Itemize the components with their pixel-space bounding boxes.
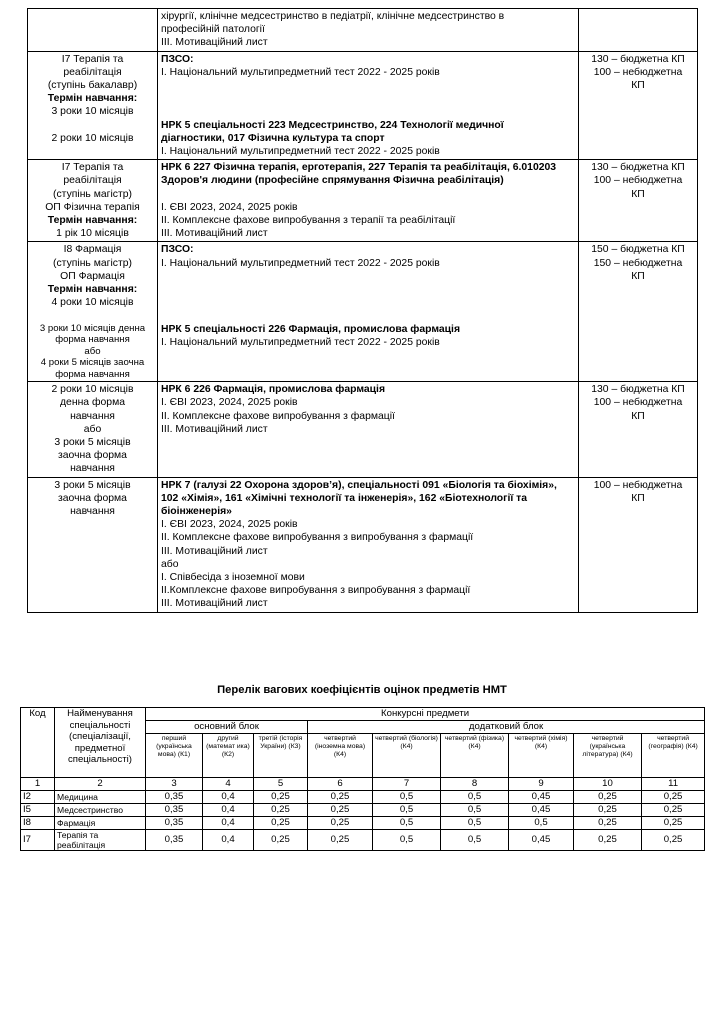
text-line: заочна форма [58, 492, 127, 504]
text-line: НРК 6 226 Фармація, промислова фармація [161, 384, 386, 396]
coefficient-value: 0,25 [308, 803, 373, 816]
table-row [28, 51, 698, 160]
coefficient-value: 0,25 [308, 829, 373, 850]
text-line: ІІІ. Мотиваційний лист [161, 545, 268, 557]
text-line: Здоров'я людини (професійне спрямування Фізична реабілітація) [161, 175, 504, 187]
coef-head-name: Найменування спеціальності (спеціалізації, предметної спеціальності) [55, 708, 146, 778]
specialty-name: Фармація [55, 816, 146, 829]
text-line [161, 270, 575, 283]
text-line: (ступінь бакалавр) [47, 80, 138, 92]
subject-header: четвертий (хімія) (К4) [509, 734, 574, 778]
requirements-cell [158, 242, 579, 382]
text-line: КП [631, 410, 645, 422]
text-line: І. Співбесіда з іноземної мови [161, 572, 305, 584]
text-line: навчання [70, 506, 115, 517]
text-line: І7 Терапія та [61, 53, 124, 65]
column-number: 7 [373, 778, 441, 791]
text-line: І. ЄВІ 2023, 2024, 2025 років [161, 519, 298, 531]
specialty-cell [28, 477, 158, 612]
text-line: ІІІ. Мотиваційний лист [161, 37, 268, 49]
text-line: І8 Фармація [63, 244, 122, 256]
coefficient-value: 0,25 [574, 790, 642, 803]
text-line: І. Національний мультипредметний тест 2022 - 2025 років [161, 66, 440, 78]
column-number: 3 [146, 778, 203, 791]
text-line: ІІІ. Мотиваційний лист [161, 598, 268, 610]
requirements-cell [158, 477, 579, 612]
text-line: ІІ. Комплексне фахове випробування з фармації [161, 410, 395, 422]
specialty-code: І7 [21, 829, 55, 850]
coefficient-value: 0,25 [254, 803, 308, 816]
text-line: ІІ. Комплексне фахове випробування з випробування з фармації [161, 532, 474, 544]
text-line [161, 105, 575, 118]
text-line: 130 – бюджетна КП [591, 162, 685, 174]
column-number: 2 [55, 778, 146, 791]
table-row [28, 242, 698, 382]
text-line: І. ЄВІ 2023, 2024, 2025 років [161, 201, 298, 213]
column-number: 11 [642, 778, 705, 791]
text-line [161, 283, 575, 296]
quota-cell [579, 160, 698, 242]
coefficient-value: 0,35 [146, 816, 203, 829]
quota-cell [579, 242, 698, 382]
coefficient-value: 0,35 [146, 803, 203, 816]
text-line [161, 79, 575, 92]
text-line: 4 роки 5 місяців заочна [40, 357, 145, 369]
coefficient-value: 0,4 [203, 816, 254, 829]
text-line: або [161, 558, 179, 570]
column-number: 5 [254, 778, 308, 791]
text-line: 3 роки 5 місяців [54, 479, 131, 491]
column-number: 1 [21, 778, 55, 791]
text-line: 130 – бюджетна КП [591, 53, 685, 65]
table-row [28, 477, 698, 612]
specialty-name: Медсестринство [55, 803, 146, 816]
specialty-name: Медицина [55, 790, 146, 803]
coefficient-value: 0,25 [254, 816, 308, 829]
column-number: 6 [308, 778, 373, 791]
quota-cell [579, 477, 698, 612]
text-line: НРК 6 227 Фізична терапія, ерготерапія, 227 Терапія та реабілітація, 6.010203 [161, 162, 557, 174]
coefficient-value: 0,25 [642, 829, 705, 850]
text-line: ОП Фармація [60, 270, 125, 282]
text-line: реабілітація [63, 175, 122, 187]
text-line: КП [631, 188, 645, 200]
coefficient-value: 0,4 [203, 790, 254, 803]
specialty-cell [28, 51, 158, 160]
coefficient-value: 0,25 [308, 816, 373, 829]
text-line: Термін навчання: [47, 215, 138, 227]
text-line [31, 119, 154, 132]
text-line: ПЗСО: [161, 53, 194, 65]
coefficient-value: 0,45 [509, 803, 574, 816]
coefficient-row [21, 790, 705, 803]
specialty-cell [28, 9, 158, 52]
subject-header: четвертий (українська література) (К4) [574, 734, 642, 778]
text-line: НРК 7 (галузі 22 Охорона здоров’я), спеціальності 091 «Біологія та біохімія», [161, 479, 557, 491]
coefficient-value: 0,5 [373, 829, 441, 850]
subject-header: четвертий (біологія) (К4) [373, 734, 441, 778]
coefficient-value: 0,25 [642, 803, 705, 816]
quota-cell [579, 382, 698, 477]
text-line [161, 92, 575, 105]
text-line: 150 – небюджетна [593, 257, 683, 269]
specialty-cell [28, 242, 158, 382]
text-line: 150 – бюджетна КП [591, 244, 685, 256]
text-line: І. Національний мультипредметний тест 2022 - 2025 років [161, 257, 440, 269]
text-line: реабілітація [63, 66, 122, 78]
text-line: заочна форма [58, 450, 127, 462]
text-line: 4 роки 10 місяців [51, 297, 134, 309]
requirements-cell [158, 382, 579, 477]
text-line: НРК 5 спеціальності 223 Медсестринство, 224 Технології медичної [161, 119, 504, 131]
coefficient-value: 0,35 [146, 829, 203, 850]
coefficient-value: 0,35 [146, 790, 203, 803]
coefficient-value: 0,25 [574, 816, 642, 829]
text-line: 2 роки 10 місяців [51, 132, 134, 144]
text-line: 3 роки 5 місяців [54, 436, 131, 448]
coef-head-code: Код [21, 708, 55, 778]
coefficient-value: 0,5 [441, 829, 509, 850]
text-line: форма навчання [55, 334, 130, 346]
text-line: 1 рік 10 місяців [56, 228, 129, 240]
text-line: біоінженерія» [161, 506, 232, 517]
text-line: 102 «Хімія», 161 «Хімічні технології та інженерія», 162 «Біотехнології та [161, 492, 528, 504]
coefficient-row [21, 803, 705, 816]
text-line: КП [631, 80, 645, 92]
quota-cell [579, 51, 698, 160]
text-line: І7 Терапія та [61, 162, 124, 174]
quota-cell [579, 9, 698, 52]
coefficient-row [21, 829, 705, 850]
coefficient-value: 0,25 [254, 829, 308, 850]
text-line: Термін навчання: [47, 284, 138, 296]
text-line: (ступінь магістр) [53, 188, 132, 200]
text-line: КП [631, 270, 645, 282]
text-line: 100 – небюджетна [593, 175, 683, 187]
coefficient-value: 0,25 [642, 816, 705, 829]
text-line [161, 296, 575, 309]
subject-header: четвертий (іноземна мова) (К4) [308, 734, 373, 778]
coefficient-value: 0,5 [441, 803, 509, 816]
text-line: ПЗСО: [161, 244, 194, 256]
text-line: діагностики, 017 Фізична культура та спорт [161, 132, 385, 144]
specialty-cell [28, 382, 158, 477]
text-line: 100 – небюджетна [593, 397, 683, 409]
subject-header: четвертий (фізика) (К4) [441, 734, 509, 778]
text-line: 2 роки 10 місяців [51, 384, 134, 396]
text-line [31, 309, 154, 322]
subject-header: перший (українська мова) (К1) [146, 734, 203, 778]
text-line: 130 – бюджетна КП [591, 384, 685, 396]
text-line: ІІ.Комплексне фахове випробування з випробування з фармації [161, 585, 471, 597]
text-line: навчання [70, 463, 115, 475]
text-line: (ступінь магістр) [53, 257, 132, 269]
column-number: 8 [441, 778, 509, 791]
text-line: форма навчання [55, 368, 130, 380]
table-row [28, 9, 698, 52]
subject-header: третій (історія України) (К3) [254, 734, 308, 778]
text-line: навчання [70, 410, 115, 422]
text-line: 100 – небюджетна [593, 66, 683, 78]
text-line: або [84, 345, 101, 357]
text-line: денна форма [59, 397, 125, 409]
table-row [28, 382, 698, 477]
specialty-code: І8 [21, 816, 55, 829]
specialty-cell [28, 160, 158, 242]
specialty-name: Терапія та реабілітація [55, 829, 146, 850]
text-line: хірургії, клінічне медсестринство в педіатрії, клінічне медсестринство в [161, 11, 505, 22]
admission-requirements-table [27, 8, 698, 613]
text-line: І. Національний мультипредметний тест 2022 - 2025 років [161, 336, 440, 348]
coefficient-value: 0,4 [203, 803, 254, 816]
text-line: ІІІ. Мотиваційний лист [161, 228, 268, 240]
coefficient-row [21, 816, 705, 829]
coef-head-main-block: основний блок [146, 721, 308, 734]
coefficients-title: Перелік вагових коефіцієнтів оцінок предметів НМТ [217, 684, 507, 696]
text-line: І. ЄВІ 2023, 2024, 2025 років [161, 397, 298, 409]
coefficient-value: 0,5 [373, 803, 441, 816]
text-line: І. Національний мультипредметний тест 2022 - 2025 років [161, 146, 440, 158]
text-line: 100 – небюджетна [593, 479, 683, 491]
text-line: або [83, 423, 102, 435]
coefficient-value: 0,25 [574, 803, 642, 816]
specialty-code: І5 [21, 803, 55, 816]
coefficient-value: 0,5 [441, 816, 509, 829]
text-line [161, 309, 575, 322]
text-line: ОП Фізична терапія [45, 201, 140, 213]
specialty-code: І2 [21, 790, 55, 803]
coefficient-value: 0,5 [441, 790, 509, 803]
text-line: 3 роки 10 місяців денна [39, 322, 146, 334]
coefficient-value: 0,4 [203, 829, 254, 850]
text-line: ІІІ. Мотиваційний лист [161, 423, 268, 435]
requirements-cell [158, 160, 579, 242]
text-line: НРК 5 спеціальності 226 Фармація, промислова фармація [161, 323, 461, 335]
coefficient-value: 0,45 [509, 829, 574, 850]
text-line: КП [631, 492, 645, 504]
text-line: 3 роки 10 місяців [51, 106, 134, 118]
text-line: Термін навчання: [47, 93, 138, 105]
coefficients-table [20, 707, 705, 851]
coefficient-value: 0,5 [509, 816, 574, 829]
table-row [28, 160, 698, 242]
coefficient-value: 0,25 [308, 790, 373, 803]
text-line: ІІ. Комплексне фахове випробування з терапії та реабілітації [161, 215, 456, 227]
coef-head-extra-block: додатковий блок [308, 721, 705, 734]
coefficient-value: 0,5 [373, 790, 441, 803]
coefficient-value: 0,25 [574, 829, 642, 850]
subject-header: четвертий (географія) (К4) [642, 734, 705, 778]
coef-head-competitive: Конкурсні предмети [146, 708, 705, 721]
column-number: 9 [509, 778, 574, 791]
coefficient-value: 0,25 [254, 790, 308, 803]
text-line [161, 188, 575, 201]
column-number: 4 [203, 778, 254, 791]
requirements-cell [158, 51, 579, 160]
coefficient-value: 0,25 [642, 790, 705, 803]
column-number: 10 [574, 778, 642, 791]
text-line: професійній патології [161, 24, 265, 36]
coefficient-value: 0,5 [373, 816, 441, 829]
requirements-cell [158, 9, 579, 52]
coefficient-value: 0,45 [509, 790, 574, 803]
subject-header: другий (математ ика) (К2) [203, 734, 254, 778]
